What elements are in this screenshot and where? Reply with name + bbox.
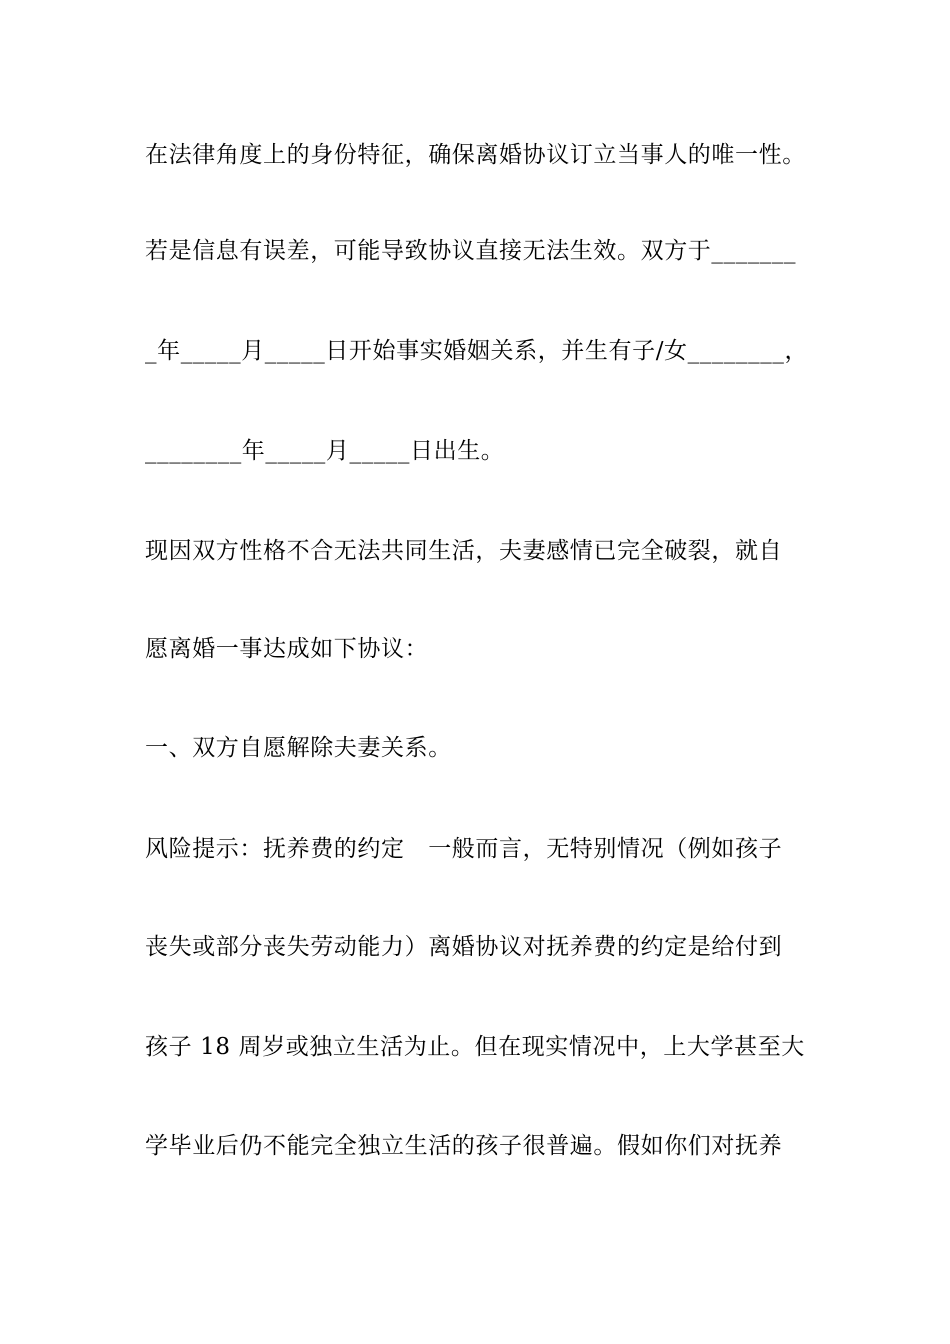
text-line-3: _年_____月_____日开始事实婚姻关系，并生有子/女________， bbox=[145, 338, 809, 364]
text-line-7: 一、双方自愿解除夫妻关系。 bbox=[145, 735, 452, 761]
text-line-9: 丧失或部分丧失劳动能力）离婚协议对抚养费的约定是给付到 bbox=[145, 934, 783, 960]
text-line-10: 孩子 18 周岁或独立生活为止。但在现实情况中，上大学甚至大 bbox=[145, 1034, 805, 1060]
text-line-4: ________年_____月_____日出生。 bbox=[145, 438, 505, 464]
text-line-8: 风险提示：抚养费的约定 一般而言，无特别情况（例如孩子 bbox=[145, 836, 783, 862]
text-line-5: 现因双方性格不合无法共同生活，夫妻感情已完全破裂，就自 bbox=[145, 538, 783, 564]
text-line-1: 在法律角度上的身份特征，确保离婚协议订立当事人的唯一性。 bbox=[145, 142, 806, 168]
text-line-6: 愿离婚一事达成如下协议： bbox=[145, 636, 429, 662]
text-line-2: 若是信息有误差，可能导致协议直接无法生效。双方于_______ bbox=[145, 238, 797, 264]
text-line-11: 学毕业后仍不能完全独立生活的孩子很普遍。假如你们对抚养 bbox=[145, 1133, 783, 1159]
